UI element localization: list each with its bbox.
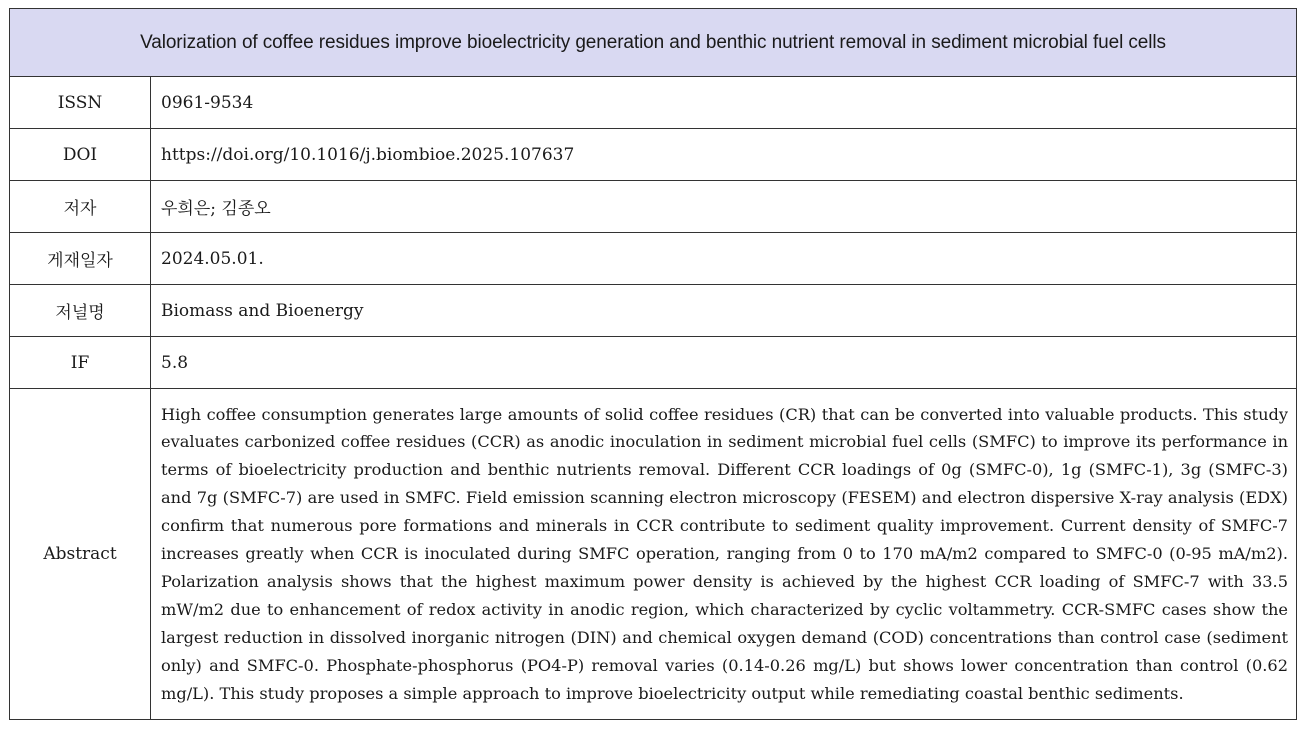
paper-title: Valorization of coffee residues improve bioelectricity generation and benthic nutrient removal in sediment microbial fuel cells	[10, 9, 1297, 77]
pub-date-label: 게재일자	[10, 233, 151, 285]
pub-date-row	[10, 233, 1297, 285]
doi-value: https://doi.org/10.1016/j.biombioe.2025.107637	[151, 129, 1297, 181]
abstract-text: High coffee consumption generates large amounts of solid coffee residues (CR) that can be converted into valuable products. This study evaluates carbonized coffee residues (CCR) as anodic inoculation in sediment microbial fuel cells (SMFC) to improve its performance in terms of bioelectricity production and benthic nutrients removal. Different CCR loadings of 0g (SMFC-0), 1g (SMFC-1), 3g (SMFC-3) and 7g (SMFC-7) are used in SMFC. Field emission scanning electron microscopy (FESEM) and electron dispersive X-ray analysis (EDX) confirm that numerous pore formations and minerals in CCR contribute to sediment quality improvement. Current density of SMFC-7 increases greatly when CCR is inoculated during SMFC operation, ranging from 0 to 170 mA/m2 compared to SMFC-0 (0-95 mA/m2). Polarization analysis shows that the highest maximum power density is achieved by the highest CCR loading of SMFC-7 with 33.5 mW/m2 due to enhancement of redox activity in anodic region, which characterized by cyclic voltammetry. CCR-SMFC cases show the largest reduction in dissolved inorganic nitrogen (DIN) and chemical oxygen demand (COD) concentrations than control case (sediment only) and SMFC-0. Phosphate-phosphorus (PO4-P) removal varies (0.14-0.26 mg/L) but shows lower concentration than control (0.62 mg/L). This study proposes a simple approach to improve bioelectricity output while remediating coastal benthic sediments.	[151, 389, 1297, 720]
abstract-row	[10, 389, 1297, 720]
doi-label: DOI	[10, 129, 151, 181]
pub-date-value: 2024.05.01.	[151, 233, 1297, 285]
title-row	[10, 9, 1297, 77]
authors-label: 저자	[10, 181, 151, 233]
journal-value: Biomass and Bioenergy	[151, 285, 1297, 337]
issn-row	[10, 77, 1297, 129]
authors-row	[10, 181, 1297, 233]
issn-value: 0961-9534	[151, 77, 1297, 129]
impact-factor-value: 5.8	[151, 337, 1297, 389]
paper-record-table	[9, 8, 1297, 720]
authors-value: 우희은; 김종오	[151, 181, 1297, 233]
abstract-label: Abstract	[10, 389, 151, 720]
doi-row	[10, 129, 1297, 181]
issn-label: ISSN	[10, 77, 151, 129]
impact-factor-row	[10, 337, 1297, 389]
impact-factor-label: IF	[10, 337, 151, 389]
journal-label: 저널명	[10, 285, 151, 337]
journal-row	[10, 285, 1297, 337]
